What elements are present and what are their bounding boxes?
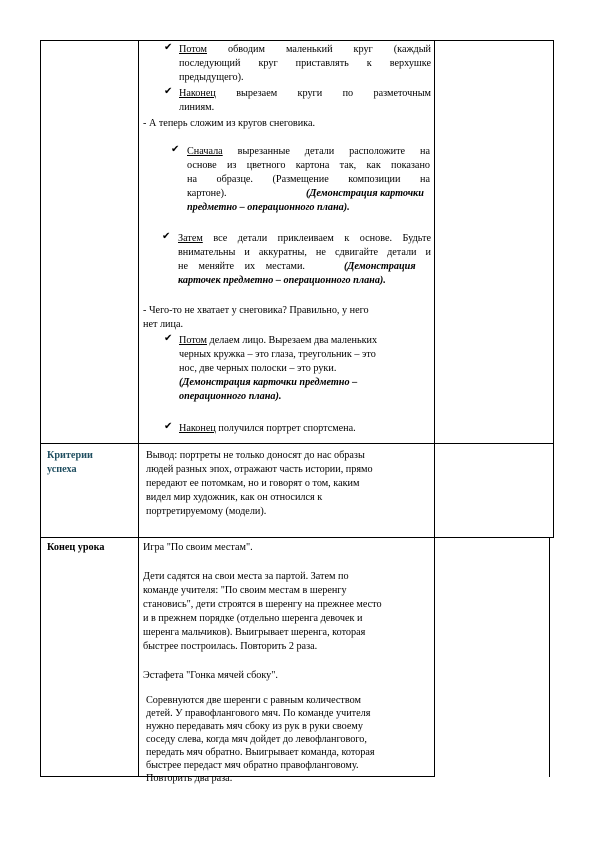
column-divider-1: [138, 40, 139, 777]
game-description-line: Дети садятся на свои места за партой. Затем по: [143, 571, 349, 582]
conclusion-line: видел мир художник, как он относился к: [146, 492, 323, 503]
table-border-right: [553, 40, 554, 538]
relay-description-line: соседу слева, когда мяч дойдет до левофлангового,: [146, 734, 367, 745]
step-next-line2: внимательны и аккуратны, не сдвигайте детали и: [178, 247, 431, 258]
step-keyword: Наконец: [179, 423, 216, 434]
step-first-line3: на образце. (Размещение композиции на: [187, 174, 430, 185]
step-first-line5: предметно – операционного плана).: [187, 202, 350, 213]
step-next-line1: Затем все детали приклеиваем к основе. Будьте: [178, 233, 432, 244]
success-criteria-label-line1: Критерии: [47, 450, 93, 461]
row3-right-border: [549, 537, 550, 777]
conclusion-line: людей разных эпох, отражают часть истории, прямо: [146, 464, 373, 475]
step-face-line2: черных кружка – это глаза, треугольник – это: [179, 349, 376, 360]
relay-description-line: передать мяч обратно. Выигрывает команда, которая: [146, 747, 375, 758]
check-icon: ✔: [162, 231, 171, 242]
check-icon: ✔: [171, 144, 180, 155]
question-missing-line2: нет лица.: [143, 319, 184, 330]
instruction-assemble: - А теперь сложим из кругов снеговика.: [143, 118, 316, 129]
step-keyword: Потом: [179, 44, 207, 55]
game-description-line: и в прежнем порядке (отдельно шеренга девочек и: [143, 613, 363, 624]
step-then-line1: Потом обводим маленький круг (каждый: [179, 44, 432, 55]
check-icon: ✔: [164, 86, 173, 97]
success-criteria-label-line2: успеха: [47, 464, 77, 475]
relay-title: Эстафета "Гонка мячей сбоку".: [143, 670, 278, 681]
step-first-line1: Сначала вырезанные детали расположите на: [187, 146, 430, 157]
game-title: Игра "По своим местам".: [143, 542, 253, 553]
relay-description-line: нужно передавать мяч сбоку из рук в руки своему: [146, 721, 363, 732]
game-description-line: быстрее построилась. Повторить 2 раза.: [143, 641, 318, 652]
step-then-line2: последующий круг приставлять к верхушке: [179, 58, 431, 69]
step-finally-line2: линиям.: [179, 102, 215, 113]
step-keyword: Сначала: [187, 146, 223, 157]
check-icon: ✔: [164, 42, 173, 53]
table-border-bottom: [40, 776, 435, 777]
step-keyword: Затем: [178, 233, 203, 244]
relay-description-line: Соревнуются две шеренги с равным количеством: [146, 695, 361, 706]
step-result-line1: Наконец получился портрет спортсмена.: [179, 423, 356, 434]
check-icon: ✔: [164, 333, 173, 344]
relay-description-line: быстрее передаст мяч обратно правофланговому.: [146, 760, 359, 771]
step-first-line4b: (Демонстрация карточки: [306, 188, 424, 199]
check-icon: ✔: [164, 421, 173, 432]
step-next-line3b: (Демонстрация: [344, 261, 416, 272]
step-finally-line1: Наконец вырезаем круги по разметочным: [179, 88, 431, 99]
step-next-line4: карточек предметно – операционного плана).: [178, 275, 386, 286]
step-first-line4a: картоне).: [187, 188, 227, 199]
step-first-line2: основе из цветного картона так, как показано: [187, 160, 430, 171]
column-divider-2: [434, 40, 435, 777]
conclusion-line: портретируемому (модели).: [146, 506, 267, 517]
step-keyword: Потом: [179, 335, 207, 346]
step-face-line1: Потом делаем лицо. Вырезаем два маленьких: [179, 335, 378, 346]
row-divider-2: [40, 537, 553, 538]
step-face-line3: нос, две черных полоски – это руки.: [179, 363, 337, 374]
conclusion-line: Вывод: портреты не только доносят до нас образы: [146, 450, 365, 461]
question-missing-line1: - Чего-то не хватает у снеговика? Правильно, у него: [143, 305, 369, 316]
game-description-line: становись", дети строятся в шеренгу на прежнее место: [143, 599, 382, 610]
table-border-top: [40, 40, 553, 41]
lesson-end-label: Конец урока: [47, 542, 105, 553]
step-face-line4: (Демонстрация карточки предметно –: [179, 377, 358, 388]
relay-description-line: детей. У правофлангового мяч. По команде учителя: [146, 708, 371, 719]
step-then-line3: предыдущего).: [179, 72, 244, 83]
step-keyword: Наконец: [179, 88, 216, 99]
relay-description-line: Повторить два раза.: [146, 773, 233, 784]
game-description-line: команде учителя: "По своим местам в шеренгу: [143, 585, 347, 596]
game-description-line: шеренга мальчиков). Выигрывает шеренга, которая: [143, 627, 366, 638]
step-face-line5: операционного плана).: [179, 391, 282, 402]
table-border-left: [40, 40, 41, 777]
row-divider-1: [40, 443, 553, 444]
conclusion-line: передают ее потомкам, но и говорят о том, каким: [146, 478, 360, 489]
step-next-line3a: не меняйте их местами.: [178, 261, 305, 272]
